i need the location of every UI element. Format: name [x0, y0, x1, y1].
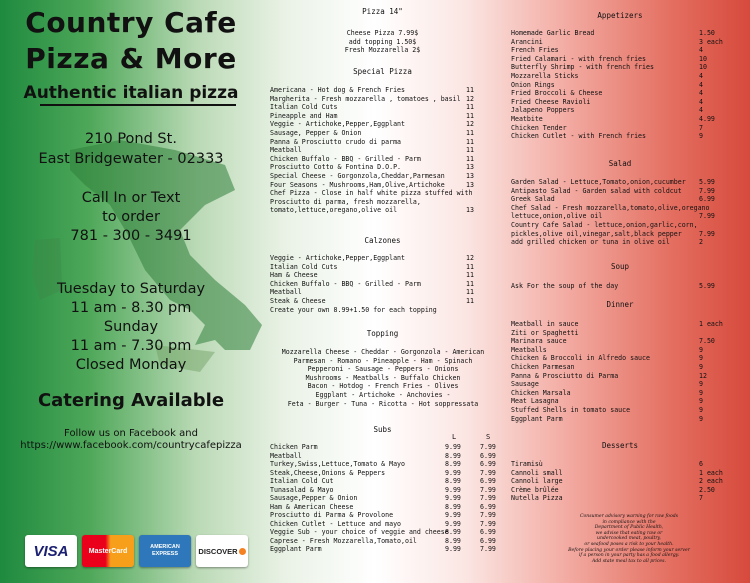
salad-price: 7.99 — [699, 229, 715, 238]
appetizer-item: Chicken Tender — [511, 123, 567, 132]
appetizer-item: Jalapeno Poppers — [511, 106, 575, 115]
sub-price-large: 8.99 — [445, 477, 461, 485]
salad-price: 2 — [699, 238, 703, 247]
dinner-item: Chicken & Broccoli in Alfredo sauce — [511, 354, 650, 363]
salad-item: add grilled chicken or tuna in olive oil — [511, 238, 670, 247]
special-pizza-price: 11 — [466, 111, 474, 120]
salad-item: lettuce,onion,olive oil — [511, 212, 603, 221]
sub-price-small: 6.99 — [480, 528, 496, 536]
salad-item: Chef Salad - Fresh mozzarella,tomato,olive,oregano — [511, 203, 710, 212]
special-pizza-item: Sausage, Pepper & Onion — [270, 129, 362, 137]
appetizer-price: 4.99 — [699, 115, 715, 123]
sub-price-small: 6.99 — [480, 536, 496, 545]
social-text: Follow us on Facebook and — [64, 428, 198, 439]
appetizer-price: 1.50 — [699, 29, 715, 37]
appetizer-price: 4 — [699, 106, 703, 115]
sub-item: Chicken Cutlet - Lettuce and mayo — [270, 519, 402, 528]
special-pizza-item: Americana - Hot dog & French Fries — [270, 86, 405, 94]
pizza-price-line: add topping 1.50$ — [348, 37, 417, 46]
calzone-item: Steak & Cheese — [270, 297, 326, 305]
sub-price-small: 7.99 — [480, 545, 496, 553]
calzone-price: 11 — [466, 279, 474, 288]
special-pizza-item: Veggie - Artichoke,Pepper,Eggplant — [270, 120, 405, 129]
salad-item: Garden Salad - Lettuce,Tomato,onion,cucumber — [511, 178, 686, 186]
facebook-link[interactable]: https://www.facebook.com/countrycafepizza — [20, 440, 242, 451]
pizza-heading: Pizza 14" — [362, 7, 403, 16]
dessert-price: 6 — [699, 460, 703, 468]
brand-line1: Country Cafe — [25, 6, 237, 39]
special-pizza-item: Special Cheese - Gorgonzola,Cheddar,Parmesan — [270, 172, 445, 180]
sub-price-small: 6.99 — [480, 477, 496, 485]
appetizer-price: 4 — [699, 72, 703, 80]
dessert-item: Cannoli small — [511, 468, 563, 477]
calzone-item: Italian Cold Cuts — [270, 262, 338, 271]
topping-line: Feta - Burger - Tuna - Ricotta - Hot soppressata — [287, 399, 479, 408]
sub-item: Eggplant Parm — [270, 545, 322, 553]
sub-price-large: 9.99 — [445, 519, 461, 528]
sub-price-small: 7.99 — [480, 494, 496, 502]
special-pizza-price: 13 — [466, 172, 474, 180]
calzone-price: 12 — [466, 254, 474, 262]
sub-price-large: 8.99 — [445, 460, 461, 468]
dinner-price: 9 — [699, 354, 703, 363]
sub-price-small: 7.99 — [480, 468, 496, 477]
sub-price-large: 9.99 — [445, 511, 461, 519]
topping-line: Parmesan - Romano - Pineapple - Ham - Spinach — [293, 356, 473, 365]
appetizer-price: 7 — [699, 123, 703, 132]
dessert-item: Nutella Pizza — [511, 494, 563, 503]
subs-col-large: L — [452, 433, 457, 441]
dinner-price: 9 — [699, 406, 703, 414]
special-pizza-price: 13 — [466, 206, 474, 215]
dinner-item: Meatballs — [511, 345, 547, 354]
mastercard-icon: MasterCard — [82, 535, 134, 567]
subs-heading: Subs — [373, 425, 392, 434]
special-pizza-item: Margherita - Fresh mozzarella , tomatoes , basil — [270, 94, 461, 103]
soup-item: Ask For the soup of the day — [511, 282, 619, 290]
appetizer-item: Fried Broccoli & Cheese — [511, 89, 603, 98]
dessert-item: Tiramisù — [511, 460, 543, 468]
sub-item: Caprese - Fresh Mozzarella,Tomato,oil — [270, 536, 417, 545]
topping-heading: Topping — [366, 329, 399, 338]
sub-price-small: 6.99 — [480, 502, 496, 511]
sub-price-small: 7.99 — [480, 511, 496, 519]
dinner-price: 12 — [699, 371, 707, 380]
calzone-item: Meatball — [270, 288, 302, 297]
soup-price: 5.99 — [699, 282, 715, 290]
sub-item: Meatball — [270, 451, 302, 460]
salad-price: 6.99 — [699, 195, 715, 204]
salad-heading: Salad — [608, 159, 632, 168]
special-pizza-price: 13 — [466, 163, 474, 172]
appetizer-price: 4 — [699, 97, 703, 106]
special-pizza-item: Prosciutto di parma, fresh mozzarella, — [270, 197, 421, 206]
hours-days: Tuesday to Saturday — [56, 281, 206, 297]
sub-price-large: 9.99 — [445, 468, 461, 477]
sub-item: Veggie Sub - your choice of veggie and cheese — [270, 528, 449, 536]
topping-line: Mushrooms - Meatballs - Buffalo Chicken — [305, 373, 461, 382]
special-pizza-item: Meatball — [270, 146, 302, 155]
subs-col-small: S — [486, 433, 491, 441]
salad-price: 5.99 — [699, 178, 715, 186]
appetizer-item: Fried Cheese Ravioli — [511, 97, 591, 106]
hours-closed: Closed Monday — [75, 357, 187, 373]
sub-price-large: 8.99 — [445, 451, 461, 460]
dinner-item: Meatball in sauce — [511, 320, 579, 328]
dessert-item: Cannoli large — [511, 477, 563, 486]
calzone-item: Ham & Cheese — [270, 271, 318, 280]
advisory-line: or seafood poses a risk to your health. — [584, 541, 674, 547]
salad-item: Country Cafe Salad - lettuce,onion,garlic,corn, — [511, 221, 698, 229]
special-pizza-item: Chef Pizza - Close in half white pizza stuffed with — [270, 189, 473, 198]
sub-item: Italian Cold Cut — [270, 477, 334, 485]
special-pizza-price: 11 — [466, 129, 474, 137]
dessert-item: Crème brûlée — [511, 485, 559, 494]
advisory-line: if a person in your party has a food allergy. — [578, 553, 680, 559]
hours-weekday: 11 am - 8.30 pm — [70, 300, 192, 316]
appetizer-item: Onion Rings — [511, 80, 555, 89]
calzone-item: Veggie - Artichoke,Pepper,Eggplant — [270, 254, 405, 262]
brand-subtitle: Authentic italian pizza — [23, 83, 239, 103]
address-street: 210 Pond St. — [85, 131, 177, 147]
dinner-price: 1 each — [699, 320, 723, 328]
dessert-price: 7 — [699, 494, 703, 503]
appetizer-price: 4 — [699, 89, 703, 98]
advisory-line: Department of Public Health, — [594, 525, 664, 531]
topping-line: Pepperoni - Sausage - Peppers - Onions — [307, 365, 459, 374]
phone-number[interactable]: 781 - 300 - 3491 — [70, 228, 192, 244]
calzones-heading: Calzones — [364, 236, 401, 245]
advisory-line: in compliance with the — [602, 519, 656, 525]
appetizer-price: 4 — [699, 46, 703, 55]
salad-item: Antipasto Salad - Garden salad with coldcut — [511, 186, 682, 195]
salad-price: 7.99 — [699, 212, 715, 221]
sub-item: Steak,Cheese,Onions & Peppers — [270, 468, 386, 477]
advisory-line: we advise that eating raw or — [595, 530, 663, 536]
dinner-item: Stuffed Shells in tomato sauce — [511, 406, 631, 414]
sub-price-large: 9.99 — [445, 485, 461, 494]
advisory-line: Before placing your order please inform your server — [568, 547, 690, 553]
special-pizza-item: Four Seasons - Mushrooms,Ham,Olive,Artichoke — [270, 180, 445, 189]
subtitle-underline — [40, 104, 236, 106]
salad-price: 7.99 — [699, 186, 715, 195]
special-pizza-price: 11 — [466, 146, 474, 155]
pizza-price-line: Fresh Mozzarella 2$ — [344, 46, 421, 55]
special-pizza-item: Prosciutto Cotto & Fontina D.O.P. — [270, 163, 402, 172]
info-panel — [0, 0, 262, 583]
pizza-price-line: Cheese Pizza 7.99$ — [346, 29, 419, 37]
special-pizza-price: 11 — [466, 137, 474, 146]
sub-price-large: 8.99 — [445, 502, 461, 511]
hours-sunday: 11 am - 7.30 pm — [70, 338, 192, 354]
special-pizza-price: 11 — [466, 103, 474, 112]
special-pizza-item: Chicken Buffalo - BBQ - Grilled - Parm — [270, 154, 421, 163]
sub-item: Turkey,Swiss,Lettuce,Tomato & Mayo — [270, 460, 405, 468]
soup-heading: Soup — [610, 262, 630, 271]
appetizer-price: 4 — [699, 80, 703, 89]
sub-price-small: 7.99 — [480, 485, 496, 494]
dinner-item: Marinara sauce — [511, 337, 567, 346]
advisory-line: Consumer advisory warning for raw foods — [579, 514, 679, 519]
sub-item: Chicken Parm — [270, 443, 318, 451]
special-pizza-price: 11 — [466, 86, 474, 94]
special-pizza-price: 12 — [466, 94, 474, 103]
appetizer-item: Homemade Garlic Bread — [511, 29, 595, 37]
calzone-price: 11 — [466, 288, 474, 297]
special-pizza-item: Italian Cold Cuts — [270, 103, 338, 112]
dinner-item: Eggplant Parm — [511, 414, 563, 423]
calzone-footer: Create your own 8.99+1.50 for each topping — [270, 305, 437, 314]
salad-item: pickles,olive oil,vinegar,salt,black pepper — [511, 229, 682, 238]
salad-item: Greek Salad — [511, 195, 555, 204]
appetizer-price: 10 — [699, 63, 707, 72]
sub-item: Ham & American Cheese — [270, 502, 354, 511]
amex-card-icon: AMERICAN EXPRESS — [139, 535, 191, 567]
dinner-heading: Dinner — [606, 300, 634, 309]
discover-card-icon: DISCOVER — [196, 535, 248, 567]
dinner-price: 9 — [699, 414, 703, 423]
hours-sunday-label: Sunday — [103, 319, 159, 335]
appetizer-item: Meatbite — [511, 115, 543, 123]
dinner-item: Sausage — [511, 380, 539, 389]
appetizer-item: Chicken Cutlet - with French fries — [511, 132, 646, 141]
desserts-heading: Desserts — [601, 441, 639, 450]
appetizer-item: Butterfly Shrimp - with french fries — [511, 63, 654, 72]
sub-item: Prosciutto di Parma & Provolone — [270, 511, 394, 519]
sub-price-small: 6.99 — [480, 460, 496, 468]
sub-price-large: 9.99 — [445, 443, 461, 451]
order-line1: Call In or Text — [81, 190, 181, 206]
special-pizza-price: 12 — [466, 120, 474, 129]
consumer-advisory — [538, 514, 720, 564]
sub-price-large: 9.99 — [445, 545, 461, 553]
dinner-item: Ziti or Spaghetti — [511, 328, 579, 337]
dessert-price: 2.50 — [699, 485, 715, 494]
sub-price-large: 8.99 — [445, 536, 461, 545]
address-city: East Bridgewater - 02333 — [38, 151, 224, 167]
sub-price-small: 7.99 — [480, 443, 496, 451]
sub-price-large: 8.99 — [445, 528, 461, 536]
order-line2: to order — [102, 209, 160, 225]
dinner-item: Chicken Parmesan — [511, 363, 575, 371]
dinner-item: Chicken Marsala — [511, 388, 571, 397]
sub-item: Tunasalad & Mayo — [270, 485, 334, 494]
calzone-price: 11 — [466, 271, 474, 280]
dinner-price: 9 — [699, 345, 703, 354]
brand-line2: Pizza & More — [25, 42, 237, 75]
appetizer-price: 3 each — [699, 37, 723, 46]
sub-price-large: 9.99 — [445, 494, 461, 502]
topping-line: Eggplant - Artichoke - Anchovies - — [315, 391, 451, 399]
appetizer-item: French Fries — [511, 46, 559, 55]
dinner-item: Meat Lasagna — [511, 397, 559, 406]
dinner-item: Panna & Prosciutto di Parma — [511, 371, 619, 380]
appetizer-item: Fried Calamari - with french fries — [511, 54, 646, 63]
appetizers-heading: Appetizers — [597, 11, 643, 20]
sub-item: Sausage,Pepper & Onion — [270, 494, 358, 502]
appetizer-price: 9 — [699, 132, 703, 141]
catering-notice: Catering Available — [37, 390, 225, 411]
special-pizza-price: 13 — [466, 180, 474, 189]
dessert-price: 1 each — [699, 468, 723, 477]
appetizer-item: Mozzarella Sticks — [511, 72, 579, 80]
dinner-price: 9 — [699, 363, 703, 371]
calzone-item: Chicken Buffalo - BBQ - Grilled - Parm — [270, 279, 421, 288]
special-pizza-heading: Special Pizza — [353, 67, 412, 76]
sub-price-small: 6.99 — [480, 451, 496, 460]
calzone-price: 11 — [466, 262, 474, 271]
special-pizza-item: tomato,lettuce,oregano,olive oil — [270, 206, 398, 215]
sub-price-small: 7.99 — [480, 519, 496, 528]
special-pizza-item: Panna & Prosciutto crudo di parma — [270, 137, 402, 146]
advisory-line: undercooked meat, poultry, — [597, 536, 661, 542]
dinner-price: 9 — [699, 380, 703, 389]
topping-line: Mozzarella Cheese - Cheddar - Gorgonzola - American — [281, 348, 485, 356]
topping-line: Bacon - Hotdog - French Fries - Olives — [307, 382, 459, 391]
dinner-price: 9 — [699, 397, 703, 406]
appetizer-item: Arancini — [511, 37, 543, 46]
dinner-price: 9 — [699, 388, 703, 397]
visa-card-icon: VISA — [25, 535, 77, 567]
advisory-line: Add state meal tax to all prices. — [592, 558, 666, 564]
special-pizza-item: Pineapple and Ham — [270, 111, 338, 120]
dinner-price: 7.50 — [699, 337, 715, 346]
special-pizza-price: 11 — [466, 154, 474, 163]
appetizer-price: 10 — [699, 54, 707, 63]
calzone-price: 11 — [466, 297, 474, 305]
dessert-price: 2 each — [699, 477, 723, 486]
